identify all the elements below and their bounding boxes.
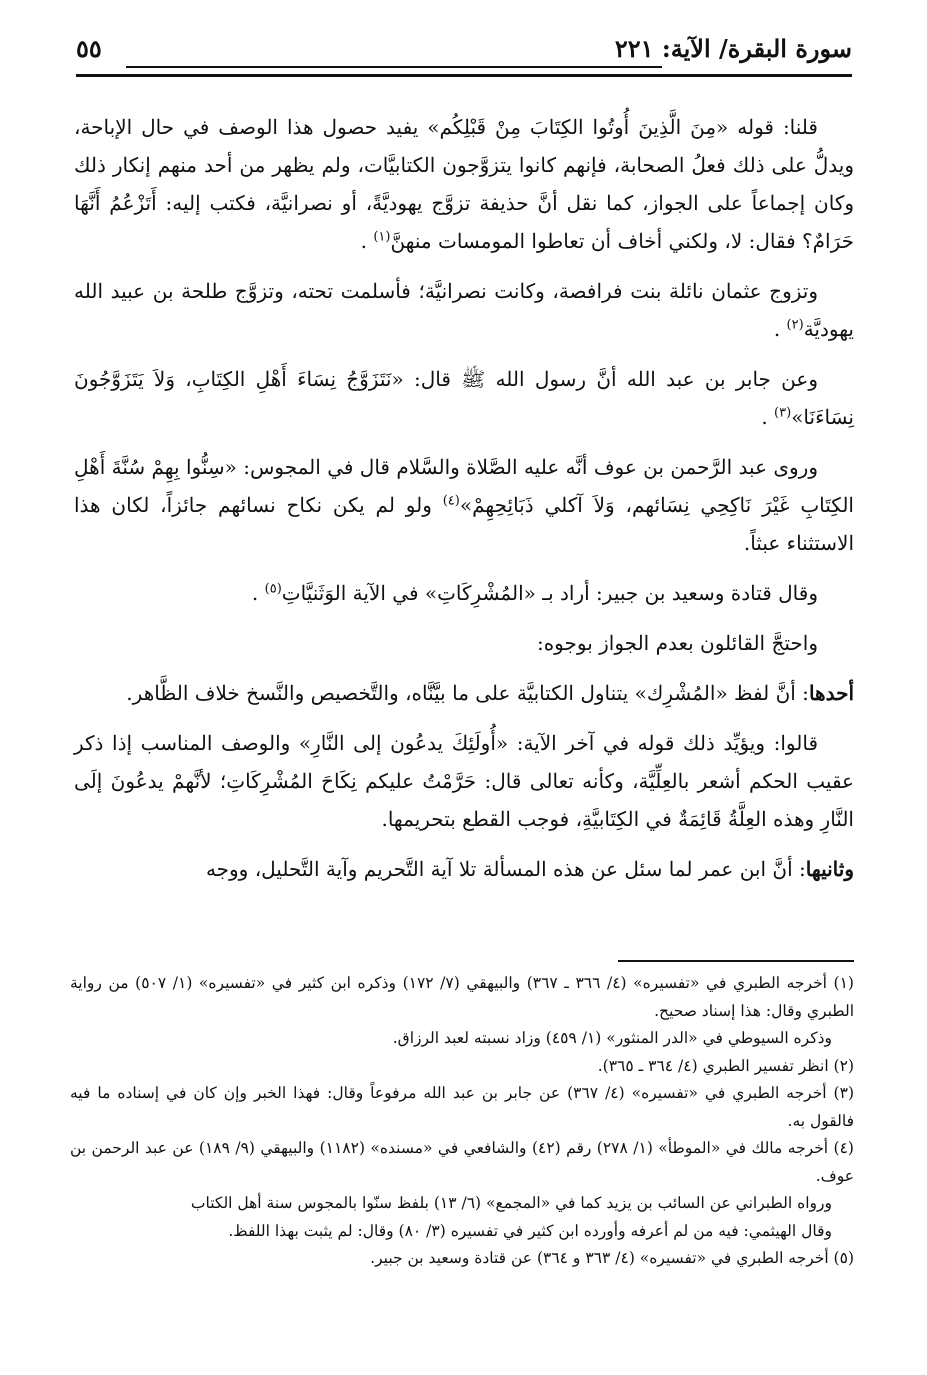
running-title: سورة البقرة/ الآية: ٢٢١ <box>614 34 852 63</box>
paragraph-text: قلنا: قوله «مِنَ الَّذِينَ أُوتُوا الكِتَابَ مِنْ قَبْلِكُم» يفيد حصول هذا الوصف في حال الإباحة، ويدلُّ على ذلك فعلُ الصحابة، فإنهم كانوا يتزوَّجون الكتابيَّات، ولم يظهر من أحد منهم إنكار ذلك وكان إجماعاً على الجواز، كما نقل أنَّ حذيفة تزوَّج يهوديَّةً، أو نصرانيَّة، فكتب إليه: أَتَزْعُمُ أَنَّهَا حَرَامٌ؟ فقال: لا، ولكني أخاف أن تعاطوا المومسات منهنَّ <box>74 115 854 253</box>
paragraph-text: وقال قتادة وسعيد بن جبير: أراد بـ «المُشْرِكَاتِ» في الآية الوَثَنيَّاتِ <box>281 581 818 605</box>
paragraph-end: . <box>251 581 265 605</box>
footnote-separator <box>618 960 854 962</box>
header-rule-thin <box>126 66 662 68</box>
footnote: (٣) أخرجه الطبري في «تفسيره» (٤/ ٣٦٧) عن جابر بن عبد الله مرفوعاً وقال: فهذا الخبر وإن كان في إسناده ما فيه فالقول به. <box>70 1084 854 1130</box>
footnote-ref[interactable]: (١) <box>373 229 391 245</box>
footnote-ref[interactable]: (٣) <box>774 405 792 421</box>
paragraph-text: : أنَّ ابن عمر لما سئل عن هذه المسألة تلا آية التَّحريم وآية التَّحليل، ووجه <box>205 857 806 881</box>
page-header <box>76 30 852 78</box>
paragraph <box>74 674 854 712</box>
paragraph-text: وروى عبد الرَّحمن بن عوف أنَّه عليه الصَّلاة والسَّلام قال في المجوس: «سِنُّوا بِهِمْ سُنَّةَ أَهْلِ الكِتَابِ غَيْرَ نَاكِحِي نِسَائهم، وَلاَ آكلي ذَبَائِحِهِمْ» <box>74 455 854 517</box>
footnote-ref[interactable]: (٥) <box>264 581 282 597</box>
paragraph-text: وعن جابر بن عبد الله أنَّ رسول الله ﷺ قال: «نَتَزَوَّجُ نِسَاءَ أَهْلِ الكِتَابِ، وَلاَ يَتَزَوَّجُونَ نِسَاءَنَا» <box>74 367 854 429</box>
header-rule-thick <box>76 74 852 77</box>
paragraph-text: قالوا: ويؤيِّد ذلك قوله في آخر الآية: «أُولَئِكَ يدعُون إلى النَّارِ» والوصف المناسب إذا ذكر عقيب الحكم أشعر بالعِلِّيَّة، وكأنه تعالى قال: حَرَّمْتُ عليكم نِكَاحَ المُشْرِكَاتِ؛ لأنَّهمْ يدعُونَ إلَى النَّارِ وهذه العِلَّةُ قَائِمَةٌ في الكِتَابيَّةِ، فوجب القطع بتحريمها. <box>74 731 854 831</box>
paragraph <box>74 574 854 612</box>
footnotes <box>70 970 854 1273</box>
paragraph <box>74 624 854 662</box>
footnote-ref[interactable]: (٢) <box>786 317 804 333</box>
footnote-continuation: وذكره السيوطي في «الدر المنثور» (١/ ٤٥٩) وزاد نسبته لعبد الرزاق. <box>392 1029 832 1047</box>
paragraph <box>74 360 854 436</box>
paragraph <box>74 724 854 838</box>
footnote: (١) أخرجه الطبري في «تفسيره» (٤/ ٣٦٦ ـ ٣٦٧) والبيهقي (٧/ ١٧٢) وذكره ابن كثير في «تفسيره» (١/ ٥٠٧) من رواية الطبري وقال: هذا إسناد صحيح. <box>70 974 854 1020</box>
footnote: (٢) انظر تفسير الطبري (٤/ ٣٦٤ ـ ٣٦٥). <box>597 1056 854 1075</box>
paragraph-text: وتزوج عثمان نائلة بنت فرافصة، وكانت نصرانيَّة؛ فأسلمت تحته، وتزوَّج طلحة بن عبيد الله يهوديَّة <box>74 279 854 341</box>
paragraph-end: . <box>360 229 374 253</box>
footnote-ref[interactable]: (٤) <box>442 493 460 509</box>
footnote: (٤) أخرجه مالك في «الموطأ» (١/ ٢٧٨) رقم (٤٢) والشافعي في «مسنده» (١١٨٢) والبيهقي (٩/ ١٨٩) عن عبد الرحمن بن عوف. <box>70 1139 854 1185</box>
paragraph-text: واحتجَّ القائلون بعدم الجواز بوجوه: <box>536 631 818 655</box>
paragraph <box>74 108 854 260</box>
paragraph-end: . <box>761 405 775 429</box>
paragraph-end: ولو لم يكن نكاح نسائهم جائزاً، لكان هذا الاستثناء عبثاً. <box>74 493 854 555</box>
footnote: (٥) أخرجه الطبري في «تفسيره» (٤/ ٣٦٣ و ٣٦٤) عن قتادة وسعيد بن جبير. <box>370 1249 854 1267</box>
paragraph-text: : أنَّ لفظ «المُشْرِك» يتناول الكتابيَّة على ما بيَّنَّاه، والتَّخصيص والنَّسخ خلاف الظَّاهر. <box>126 681 809 705</box>
paragraph <box>74 850 854 888</box>
paragraph-lead: أحدها <box>808 681 854 705</box>
paragraph-lead: وثانيها <box>805 857 854 881</box>
paragraph <box>74 448 854 562</box>
paragraph-end: . <box>773 317 787 341</box>
footnote-continuation: ورواه الطبراني عن السائب بن يزيد كما في «المجمع» (٦/ ١٣) بلفظ سنّوا بالمجوس سنة أهل الكتاب <box>190 1194 832 1212</box>
page-number: ٥٥ <box>76 34 102 63</box>
paragraph <box>74 272 854 348</box>
footnote-continuation: وقال الهيثمي: فيه من لم أعرفه وأورده ابن كثير في تفسيره (٣/ ٨٠) وقال: لم يثبت بهذا اللفظ. <box>228 1221 832 1240</box>
main-text <box>74 108 854 900</box>
